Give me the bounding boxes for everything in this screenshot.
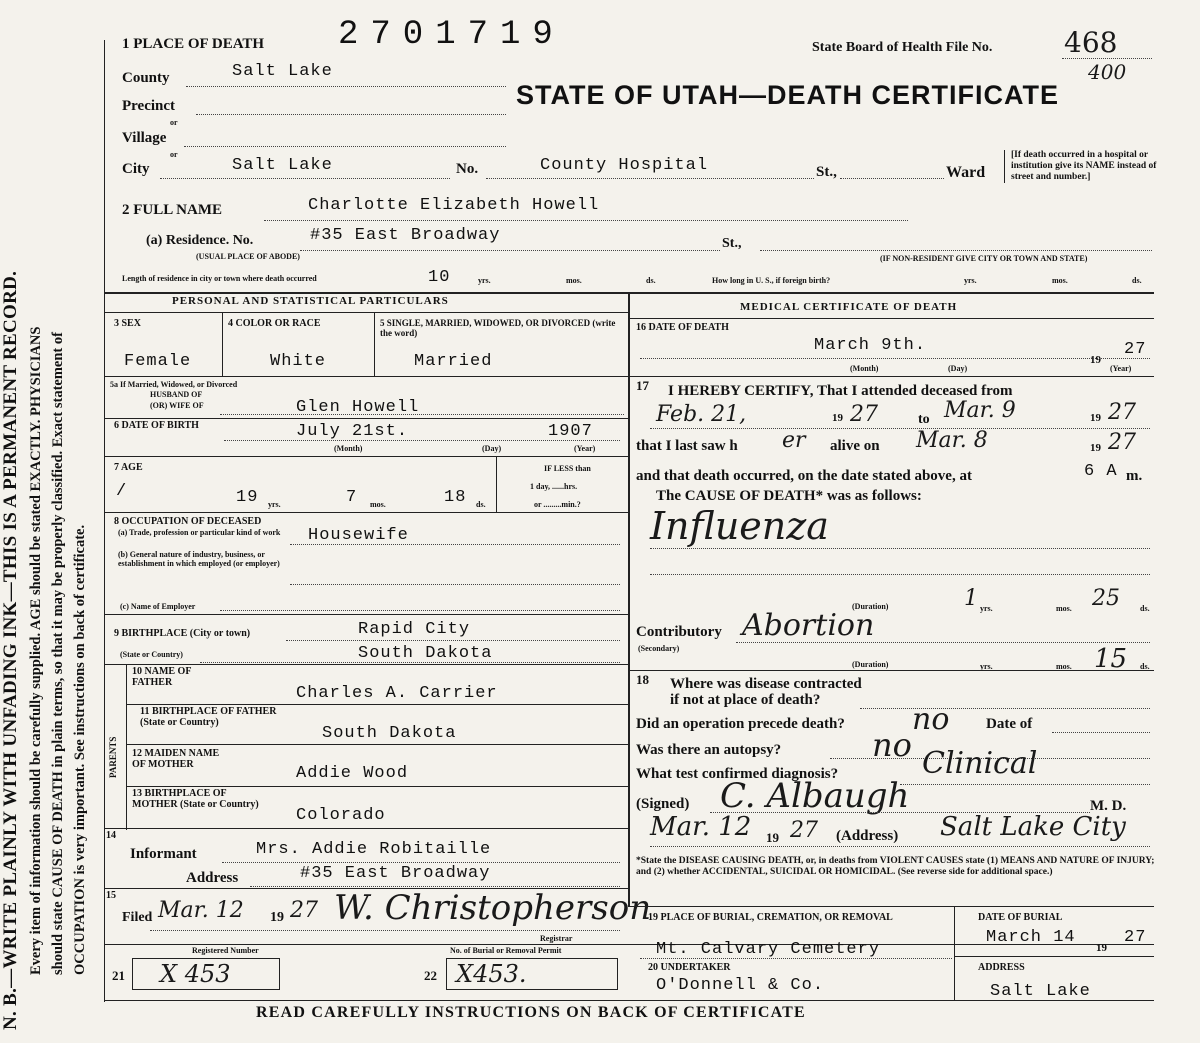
burial-date-label: DATE OF BURIAL bbox=[978, 912, 1063, 923]
undertaker-label: 20 UNDERTAKER bbox=[648, 962, 731, 973]
burial-year-prefix: 19 bbox=[1096, 942, 1107, 954]
full-name-value: Charlotte Elizabeth Howell bbox=[308, 196, 600, 215]
duration-yrs-label: yrs. bbox=[980, 604, 993, 613]
marital-value: Married bbox=[414, 352, 493, 371]
burial-place-value: Mt. Calvary Cemetery bbox=[656, 940, 881, 959]
mother-birthplace-value: Colorado bbox=[296, 806, 386, 825]
permit-label: No. of Burial or Removal Permit bbox=[450, 946, 562, 955]
ward-note: [If death occurred in a hospital or institution give its NAME instead of street and number.] bbox=[1004, 150, 1163, 183]
physician-address: Salt Lake City bbox=[940, 812, 1126, 842]
or-label-2: or bbox=[170, 150, 178, 159]
precinct-label: Precinct bbox=[122, 98, 176, 114]
footer-instructions: READ CAREFULLY INSTRUCTIONS ON BACK OF CERTIFICATE bbox=[256, 1004, 806, 1021]
age-years: 19 bbox=[236, 488, 259, 507]
test-value: Clinical bbox=[922, 746, 1038, 781]
father-birthplace-label: 11 BIRTHPLACE OF FATHER (State or Country) bbox=[140, 706, 277, 728]
file-no-alt: 400 bbox=[1088, 60, 1127, 84]
certificate-title: STATE OF UTAH—DEATH CERTIFICATE bbox=[516, 80, 1059, 110]
duration-ds-value: 25 bbox=[1092, 586, 1120, 611]
birthplace-city: Rapid City bbox=[358, 620, 471, 639]
registrar-signature: W. Christopherson bbox=[334, 888, 652, 928]
file-no-value: 468 bbox=[1064, 26, 1118, 59]
date-of-death-value: March 9th. bbox=[814, 336, 927, 355]
length-residence-label: Length of residence in city or town where death occurred bbox=[122, 274, 317, 283]
where-contracted-label-2: if not at place of death? bbox=[670, 692, 821, 708]
spouse-label-1: 5a If Married, Widowed, or Divorced bbox=[110, 380, 238, 389]
item-17-label: 17 bbox=[636, 378, 649, 393]
attended-to: Mar. 9 bbox=[944, 398, 1016, 423]
filed-label: Filed bbox=[122, 910, 153, 925]
informant-label: Informant bbox=[130, 846, 197, 862]
non-resident-caption: (IF NON-RESIDENT GIVE CITY OR TOWN AND STATE) bbox=[880, 254, 1088, 263]
undertaker-address-label: ADDRESS bbox=[978, 962, 1025, 973]
side-instruction-line-2: Every item of information should be carefully supplied. AGE should be stated EXACTLY. PHYSICIANS bbox=[28, 326, 44, 975]
item-22-label: 22 bbox=[424, 968, 437, 983]
dod-day-caption: (Day) bbox=[948, 364, 968, 373]
birthplace-state: South Dakota bbox=[358, 644, 493, 663]
attended-from-year: 27 bbox=[850, 402, 878, 427]
item-14-label: 14 bbox=[106, 830, 116, 841]
spouse-label-3: (OR) WIFE OF bbox=[150, 401, 204, 410]
age-ds-label: ds. bbox=[476, 500, 486, 509]
sex-label: 3 SEX bbox=[114, 318, 141, 329]
occupation-a-label: (a) Trade, profession or particular kind of work bbox=[118, 528, 281, 537]
mother-birthplace-label: 13 BIRTHPLACE OF MOTHER (State or Country) bbox=[132, 788, 259, 810]
dob-month-caption: (Month) bbox=[334, 444, 363, 453]
duration-mos-label: mos. bbox=[1056, 604, 1072, 613]
certificate-number: 2701719 bbox=[338, 16, 565, 54]
last-saw-year-prefix: 19 bbox=[1090, 442, 1101, 454]
signed-year-prefix: 19 bbox=[766, 830, 779, 845]
contributory-value: Abortion bbox=[742, 608, 875, 643]
age-tick: / bbox=[116, 482, 128, 501]
item-21-label: 21 bbox=[112, 968, 125, 983]
city-value: Salt Lake bbox=[232, 156, 333, 175]
street-no-label: No. bbox=[456, 161, 479, 177]
file-no-label: State Board of Health File No. bbox=[812, 40, 993, 55]
residence-label: (a) Residence. No. bbox=[146, 233, 254, 248]
side-instruction-line-3: should state CAUSE OF DEATH in plain terms, so that it may be properly classified. Exact statement of bbox=[50, 332, 66, 975]
occupation-b-label: (b) General nature of industry, business, or establishment in which employed (or employer) bbox=[118, 550, 280, 568]
contributory-label: Contributory bbox=[636, 624, 722, 640]
age-months: 7 bbox=[346, 488, 358, 507]
age-label: 7 AGE bbox=[114, 462, 143, 473]
less-than-2: 1 day, ......hrs. bbox=[530, 482, 578, 491]
contrib-duration-ds: 15 bbox=[1094, 644, 1128, 674]
signed-year: 27 bbox=[790, 818, 818, 843]
death-occurred-label: and that death occurred, on the date stated above, at bbox=[636, 468, 972, 484]
last-saw-date: Mar. 8 bbox=[916, 428, 988, 453]
attended-from-year-prefix: 19 bbox=[832, 412, 843, 424]
dob-value: July 21st. bbox=[296, 422, 409, 441]
employer-label: (c) Name of Employer bbox=[120, 602, 196, 611]
burial-date-value: March 14 bbox=[986, 928, 1076, 947]
item-15-label: 15 bbox=[106, 890, 116, 901]
county-value: Salt Lake bbox=[232, 62, 333, 81]
spouse-label-2: HUSBAND OF bbox=[150, 390, 203, 399]
birthplace-label: 9 BIRTHPLACE (City or town) bbox=[114, 628, 251, 639]
operation-label: Did an operation precede death? bbox=[636, 716, 845, 732]
date-of-death-year-prefix: 19 bbox=[1090, 354, 1101, 366]
side-instruction-line-1: N. B.—WRITE PLAINLY WITH UNFADING INK—THIS IS A PERMANENT RECORD. bbox=[0, 270, 21, 1030]
sex-value: Female bbox=[124, 352, 192, 371]
color-value: White bbox=[270, 352, 327, 371]
color-label: 4 COLOR OR RACE bbox=[228, 318, 321, 329]
contrib-duration-label: (Duration) bbox=[852, 660, 889, 669]
village-label: Village bbox=[122, 130, 167, 146]
contrib-ds-label: ds. bbox=[1140, 662, 1150, 671]
occupation-label: 8 OCCUPATION OF DECEASED bbox=[114, 516, 262, 527]
mother-value: Addie Wood bbox=[296, 764, 409, 783]
dob-year: 1907 bbox=[548, 422, 593, 441]
filed-year: 27 bbox=[290, 898, 318, 923]
place-of-death-label: 1 PLACE OF DEATH bbox=[122, 36, 265, 52]
ward-label: Ward bbox=[946, 164, 986, 181]
duration-ds-label: ds. bbox=[1140, 604, 1150, 613]
personal-section-title: PERSONAL AND STATISTICAL PARTICULARS bbox=[172, 295, 449, 307]
last-saw-hand: er bbox=[782, 428, 806, 453]
autopsy-value: no bbox=[872, 726, 912, 764]
md-label: M. D. bbox=[1090, 798, 1127, 814]
dob-day-caption: (Day) bbox=[482, 444, 502, 453]
signed-date: Mar. 12 bbox=[650, 812, 752, 842]
burial-place-label: 19 PLACE OF BURIAL, CREMATION, OR REMOVAL bbox=[648, 912, 893, 923]
residence-value: #35 East Broadway bbox=[310, 226, 501, 245]
usual-place-caption: (USUAL PLACE OF ABODE) bbox=[196, 252, 300, 261]
last-saw-label: that I last saw h bbox=[636, 438, 738, 454]
dob-label: 6 DATE OF BIRTH bbox=[114, 420, 199, 431]
cause-of-death-value: Influenza bbox=[650, 504, 829, 548]
us-residence-label: How long in U. S., if foreign birth? bbox=[712, 276, 831, 285]
residence-st-label: St., bbox=[722, 236, 742, 251]
undertaker-address: Salt Lake bbox=[990, 982, 1091, 1001]
less-than-3: or .........min.? bbox=[534, 500, 581, 509]
dod-month-caption: (Month) bbox=[850, 364, 879, 373]
length-residence-value: 10 bbox=[428, 268, 451, 287]
marital-label: 5 SINGLE, MARRIED, WIDOWED, OR DIVORCED (write the word) bbox=[380, 318, 616, 338]
permit-value: X453. bbox=[456, 960, 527, 988]
medical-section-title: MEDICAL CERTIFICATE OF DEATH bbox=[740, 301, 958, 313]
duration-label: (Duration) bbox=[852, 602, 889, 611]
autopsy-label: Was there an autopsy? bbox=[636, 742, 782, 758]
to-label: to bbox=[918, 412, 930, 427]
duration-value: 1 bbox=[964, 586, 978, 611]
city-label: City bbox=[122, 161, 150, 177]
filed-year-prefix: 19 bbox=[270, 910, 284, 925]
physician-address-label: (Address) bbox=[836, 828, 899, 844]
street-no-value: County Hospital bbox=[540, 156, 709, 175]
test-label: What test confirmed diagnosis? bbox=[636, 766, 839, 782]
length-mos-label: mos. bbox=[566, 276, 582, 285]
street-label: St., bbox=[816, 164, 837, 180]
filed-date: Mar. 12 bbox=[158, 898, 244, 923]
father-value: Charles A. Carrier bbox=[296, 684, 498, 703]
informant-address-value: #35 East Broadway bbox=[300, 864, 491, 883]
attended-to-year-prefix: 19 bbox=[1090, 412, 1101, 424]
burial-year: 27 bbox=[1124, 928, 1147, 947]
registered-number-value: X 453 bbox=[160, 960, 231, 988]
physician-signature: C. Albaugh bbox=[720, 776, 910, 816]
date-of-death-year: 27 bbox=[1124, 340, 1147, 359]
operation-value: no bbox=[912, 702, 950, 737]
registered-number-label: Registered Number bbox=[192, 946, 259, 955]
side-instruction-line-4: OCCUPATION is very important. See instructions on back of certificate. bbox=[72, 524, 88, 975]
date-of-death-label: 16 DATE OF DEATH bbox=[636, 322, 729, 333]
length-yrs-label: yrs. bbox=[478, 276, 491, 285]
parents-label: PARENTS bbox=[108, 736, 118, 778]
or-label-1: or bbox=[170, 118, 178, 127]
mother-label: 12 MAIDEN NAME OF MOTHER bbox=[132, 748, 220, 770]
attended-to-year: 27 bbox=[1108, 400, 1136, 425]
birthplace-state-label: (State or Country) bbox=[120, 650, 183, 659]
less-than-1: IF LESS than bbox=[544, 464, 591, 473]
alive-on-label: alive on bbox=[830, 438, 880, 454]
county-label: County bbox=[122, 70, 170, 86]
us-ds-label: ds. bbox=[1132, 276, 1142, 285]
occupation-value: Housewife bbox=[308, 526, 409, 545]
age-yrs-label: yrs. bbox=[268, 500, 281, 509]
father-label: 10 NAME OF FATHER bbox=[132, 666, 192, 688]
father-birthplace-value: South Dakota bbox=[322, 724, 457, 743]
last-saw-year: 27 bbox=[1108, 430, 1136, 455]
attended-from: Feb. 21, bbox=[656, 402, 747, 427]
secondary-label: (Secondary) bbox=[638, 644, 680, 653]
informant-value: Mrs. Addie Robitaille bbox=[256, 840, 492, 859]
certify-text: I HEREBY CERTIFY, That I attended deceased from bbox=[668, 383, 1013, 399]
signed-label: (Signed) bbox=[636, 796, 690, 812]
contrib-mos-label: mos. bbox=[1056, 662, 1072, 671]
cause-of-death-label: The CAUSE OF DEATH* was as follows: bbox=[656, 488, 922, 504]
us-yrs-label: yrs. bbox=[964, 276, 977, 285]
us-mos-label: mos. bbox=[1052, 276, 1068, 285]
spouse-value: Glen Howell bbox=[296, 398, 420, 417]
length-ds-label: ds. bbox=[646, 276, 656, 285]
dob-year-caption: (Year) bbox=[574, 444, 596, 453]
age-mos-label: mos. bbox=[370, 500, 386, 509]
undertaker-value: O'Donnell & Co. bbox=[656, 976, 825, 995]
where-contracted-label-1: Where was disease contracted bbox=[670, 676, 862, 692]
item-18-label: 18 bbox=[636, 672, 649, 687]
date-of-label: Date of bbox=[986, 716, 1033, 732]
cause-footnote: *State the DISEASE CAUSING DEATH, or, in deaths from VIOLENT CAUSES state (1) MEANS AND NATURE OF INJURY; and (2) whether ACCIDENTAL, SUICIDAL OR HOMICIDAL. (See reverse side for additional space.) bbox=[636, 856, 1155, 877]
death-occurred-time: 6 A bbox=[1084, 462, 1118, 481]
age-days: 18 bbox=[444, 488, 467, 507]
registrar-caption: Registrar bbox=[540, 934, 573, 943]
dod-year-caption: (Year) bbox=[1110, 364, 1132, 373]
contrib-yrs-label: yrs. bbox=[980, 662, 993, 671]
informant-address-label: Address bbox=[186, 870, 239, 886]
full-name-label: 2 FULL NAME bbox=[122, 202, 223, 218]
death-occurred-m: m. bbox=[1126, 468, 1143, 484]
